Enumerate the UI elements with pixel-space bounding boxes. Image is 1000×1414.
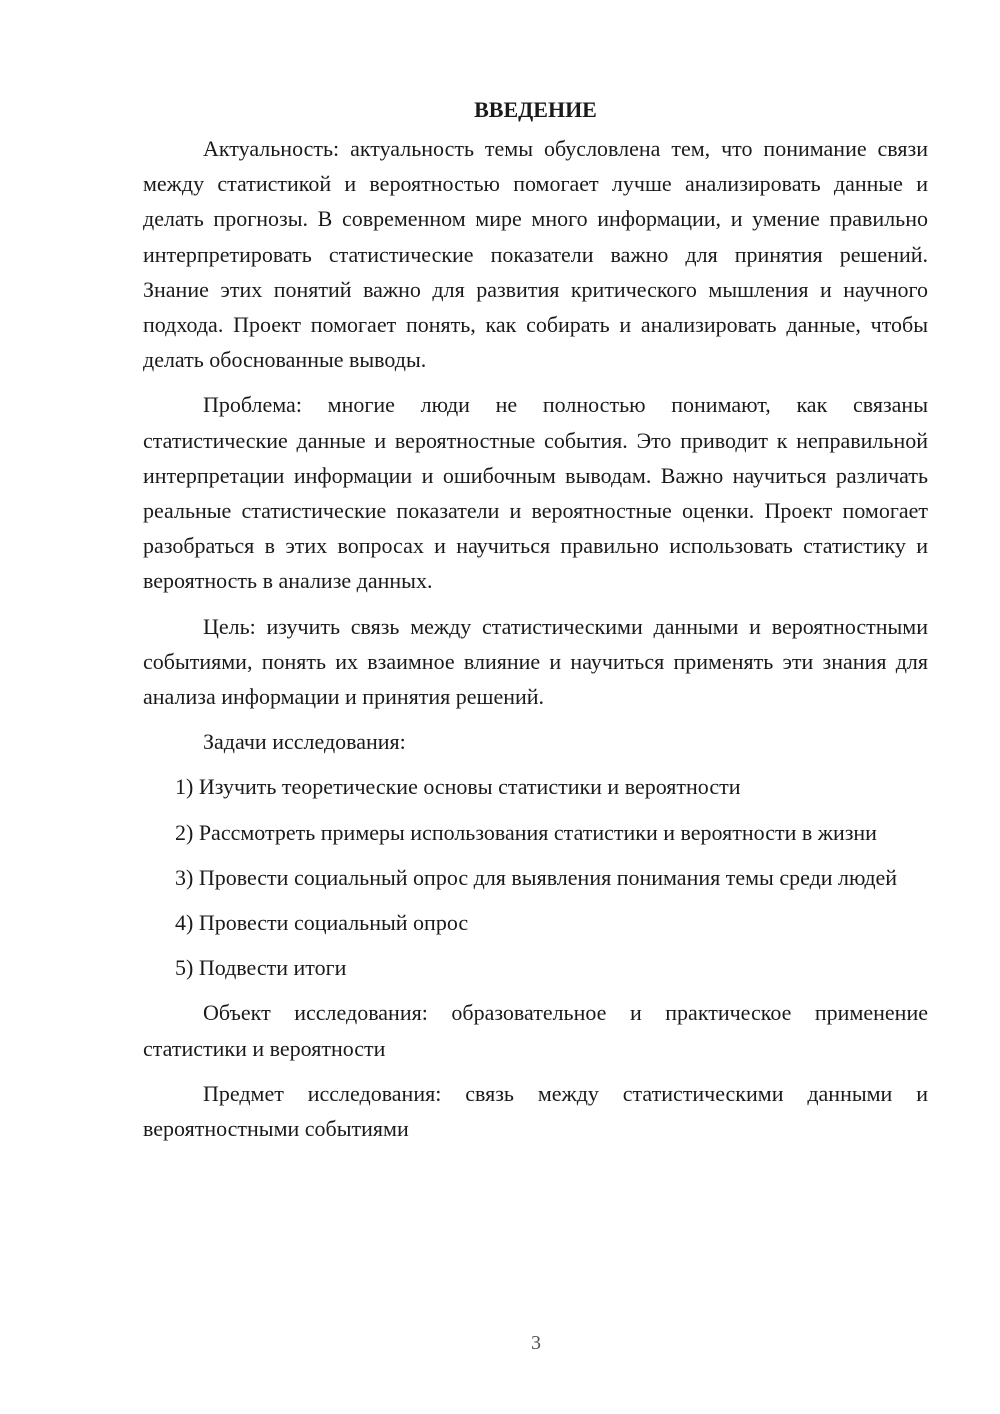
research-object-paragraph: Объект исследования: образовательное и практическое применение статистики и вероятности	[143, 1000, 928, 1061]
list-item: 1) Изучить теоретические основы статистики и вероятности	[175, 774, 741, 800]
problem-paragraph: Проблема: многие люди не полностью понимают, как связаны статистические данные и вероятностные события. Это приводит к неправильной интерпретации информации и ошибочным выводам. Важно научиться различать реальные статистические показатели и вероятностные оценки. Проект помогает разобраться в этих вопросах и научиться правильно использовать статистику и вероятность в анализе данных.	[143, 392, 928, 594]
research-subject-paragraph: Предмет исследования: связь между статистическими данными и вероятностными событиями	[143, 1080, 928, 1142]
tasks-list	[143, 769, 928, 985]
list-item: 3) Провести социальный опрос для выявления понимания темы среди людей	[175, 864, 898, 890]
tasks-heading: Задачи исследования:	[203, 729, 406, 755]
page-title: ВВЕДЕНИЕ	[474, 97, 597, 122]
document-page	[143, 92, 928, 1156]
page-number: 3	[531, 1332, 541, 1354]
relevance-paragraph: Актуальность: актуальность темы обусловлена тем, что понимание связи между статистикой и вероятностью помогает лучше анализировать данные и делать прогнозы. В современном мире много информации, и умение правильно интерпретировать статистические показатели важно для принятия решений. Знание этих понятий важно для развития критического мышления и научного подхода. Проект помогает понять, как собирать и анализировать данные, чтобы делать обоснованные выводы.	[143, 136, 928, 373]
list-item: 2) Рассмотреть примеры использования статистики и вероятности в жизни	[175, 819, 877, 845]
goal-paragraph: Цель: изучить связь между статистическими данными и вероятностными событиями, понять их взаимное влияние и научиться применять эти знания для анализа информации и принятия решений.	[143, 613, 928, 710]
list-item: 4) Провести социальный опрос	[175, 910, 469, 936]
list-item: 5) Подвести итоги	[175, 955, 347, 981]
